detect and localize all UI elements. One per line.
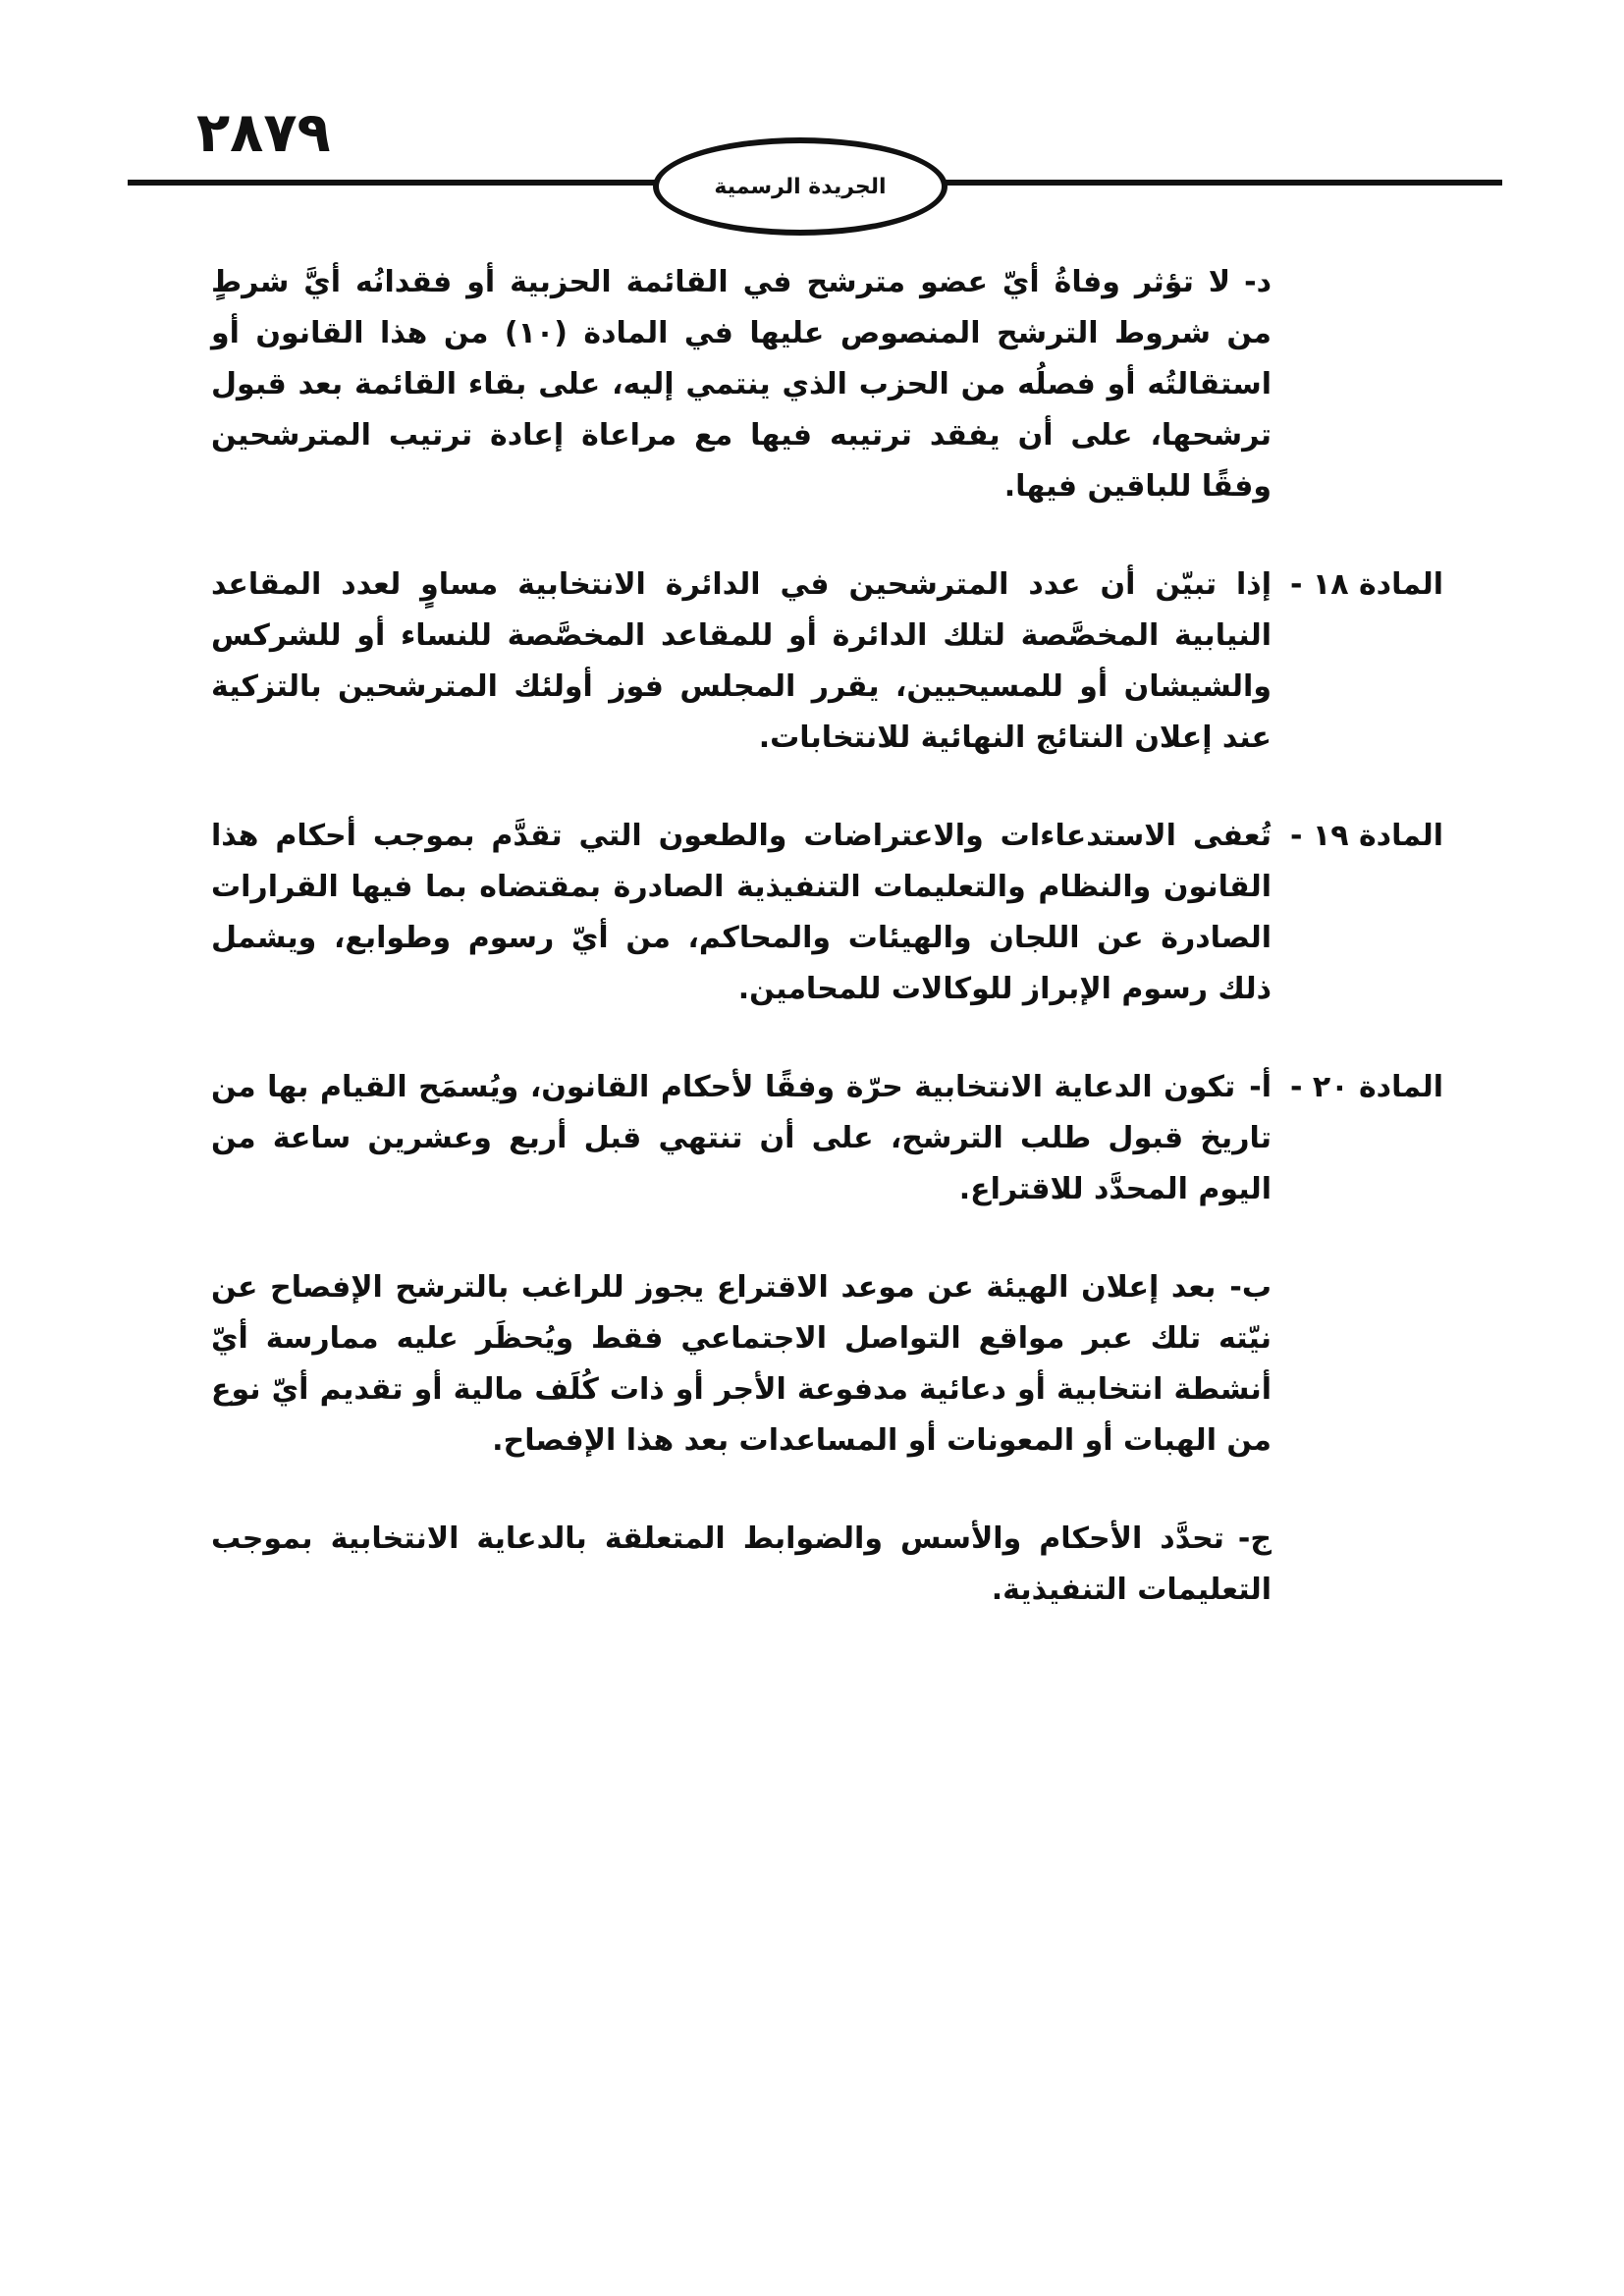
clause-body: تكون الدعاية الانتخابية حرّة وفقًا لأحكام القانون، ويُسمَح القيام بها من تاريخ قبول طلب الترشح، على أن تنتهي قبل أربع وعشرين ساعة من اليوم المحدَّد للاقتراع. bbox=[211, 1070, 1272, 1206]
clause-body: لا تؤثر وفاةُ أيّ عضو مترشح في القائمة الحزبية أو فقدانُه أيَّ شرطٍ من شروط الترشح المنصوص عليها في المادة (١٠) من هذا القانون أو استقالتُه أو فصلُه من الحزب الذي ينتمي إليه، على بقاء القائمة بعد قبول ترشحها، على أن يفقد ترتيبه فيها مع مراعاة إعادة ترتيب المترشحين وفقًا للباقين فيها. bbox=[211, 265, 1272, 504]
article-text: تُعفى الاستدعاءات والاعتراضات والطعون التي تقدَّم بموجب أحكام هذا القانون والنظام والتعليمات التنفيذية الصادرة بمقتضاه بما فيها القرارات الصادرة عن اللجان والهيئات والمحاكم، من أيّ رسوم وطوابع، ويشمل ذلك رسوم الإبراز للوكالات للمحامين. bbox=[211, 819, 1272, 1006]
article-20-c bbox=[147, 1514, 1443, 1616]
article-text: إذا تبيّن أن عدد المترشحين في الدائرة الانتخابية مساوٍ لعدد المقاعد النيابية المخصَّصة لتلك الدائرة أو للمقاعد المخصَّصة للنساء أو للشركس والشيشان أو للمسيحيين، يقرر المجلس فوز أولئك المترشحين بالتزكية عند إعلان النتائج النهائية للانتخابات. bbox=[211, 567, 1272, 755]
clause-text bbox=[211, 257, 1272, 512]
gazette-title: الجريدة الرسمية bbox=[714, 174, 887, 199]
article-label: المادة ٢٠ - bbox=[1289, 1070, 1443, 1104]
clause-label bbox=[1272, 257, 1443, 512]
clause-d bbox=[147, 257, 1443, 512]
clause-body: تحدَّد الأحكام والأسس والضوابط المتعلقة بالدعاية الانتخابية بموجب التعليمات التنفيذية. bbox=[211, 1522, 1272, 1607]
clause-body: بعد إعلان الهيئة عن موعد الاقتراع يجوز للراغب بالترشح الإفصاح عن نيّته تلك عبر مواقع التواصل الاجتماعي فقط ويُحظَر عليه ممارسة أيّ أنشطة انتخابية أو دعائية مدفوعة الأجر أو ذات كُلَف مالية أو تقديم أيّ نوع من الهبات أو المعونات أو المساعدات بعد هذا الإفصاح. bbox=[211, 1270, 1272, 1458]
gazette-title-oval bbox=[653, 137, 947, 236]
document-body bbox=[147, 257, 1443, 1616]
article-18 bbox=[147, 560, 1443, 764]
clause-marker: أ- bbox=[1249, 1070, 1272, 1104]
clause-marker: ب- bbox=[1229, 1270, 1272, 1305]
article-20-a bbox=[147, 1062, 1443, 1215]
clause-marker: ج- bbox=[1237, 1522, 1272, 1556]
article-20-b bbox=[147, 1262, 1443, 1467]
article-label: المادة ١٨ - bbox=[1289, 567, 1443, 602]
article-label: المادة ١٩ - bbox=[1289, 819, 1443, 853]
clause-text bbox=[211, 1062, 1272, 1215]
clause-text bbox=[211, 1262, 1272, 1467]
article-19 bbox=[147, 811, 1443, 1015]
clause-label bbox=[1272, 1262, 1443, 1467]
page-number: ٢٨٧٩ bbox=[196, 101, 331, 165]
clause-text bbox=[211, 1514, 1272, 1616]
clause-label bbox=[1272, 1514, 1443, 1616]
clause-marker: د- bbox=[1244, 265, 1272, 299]
